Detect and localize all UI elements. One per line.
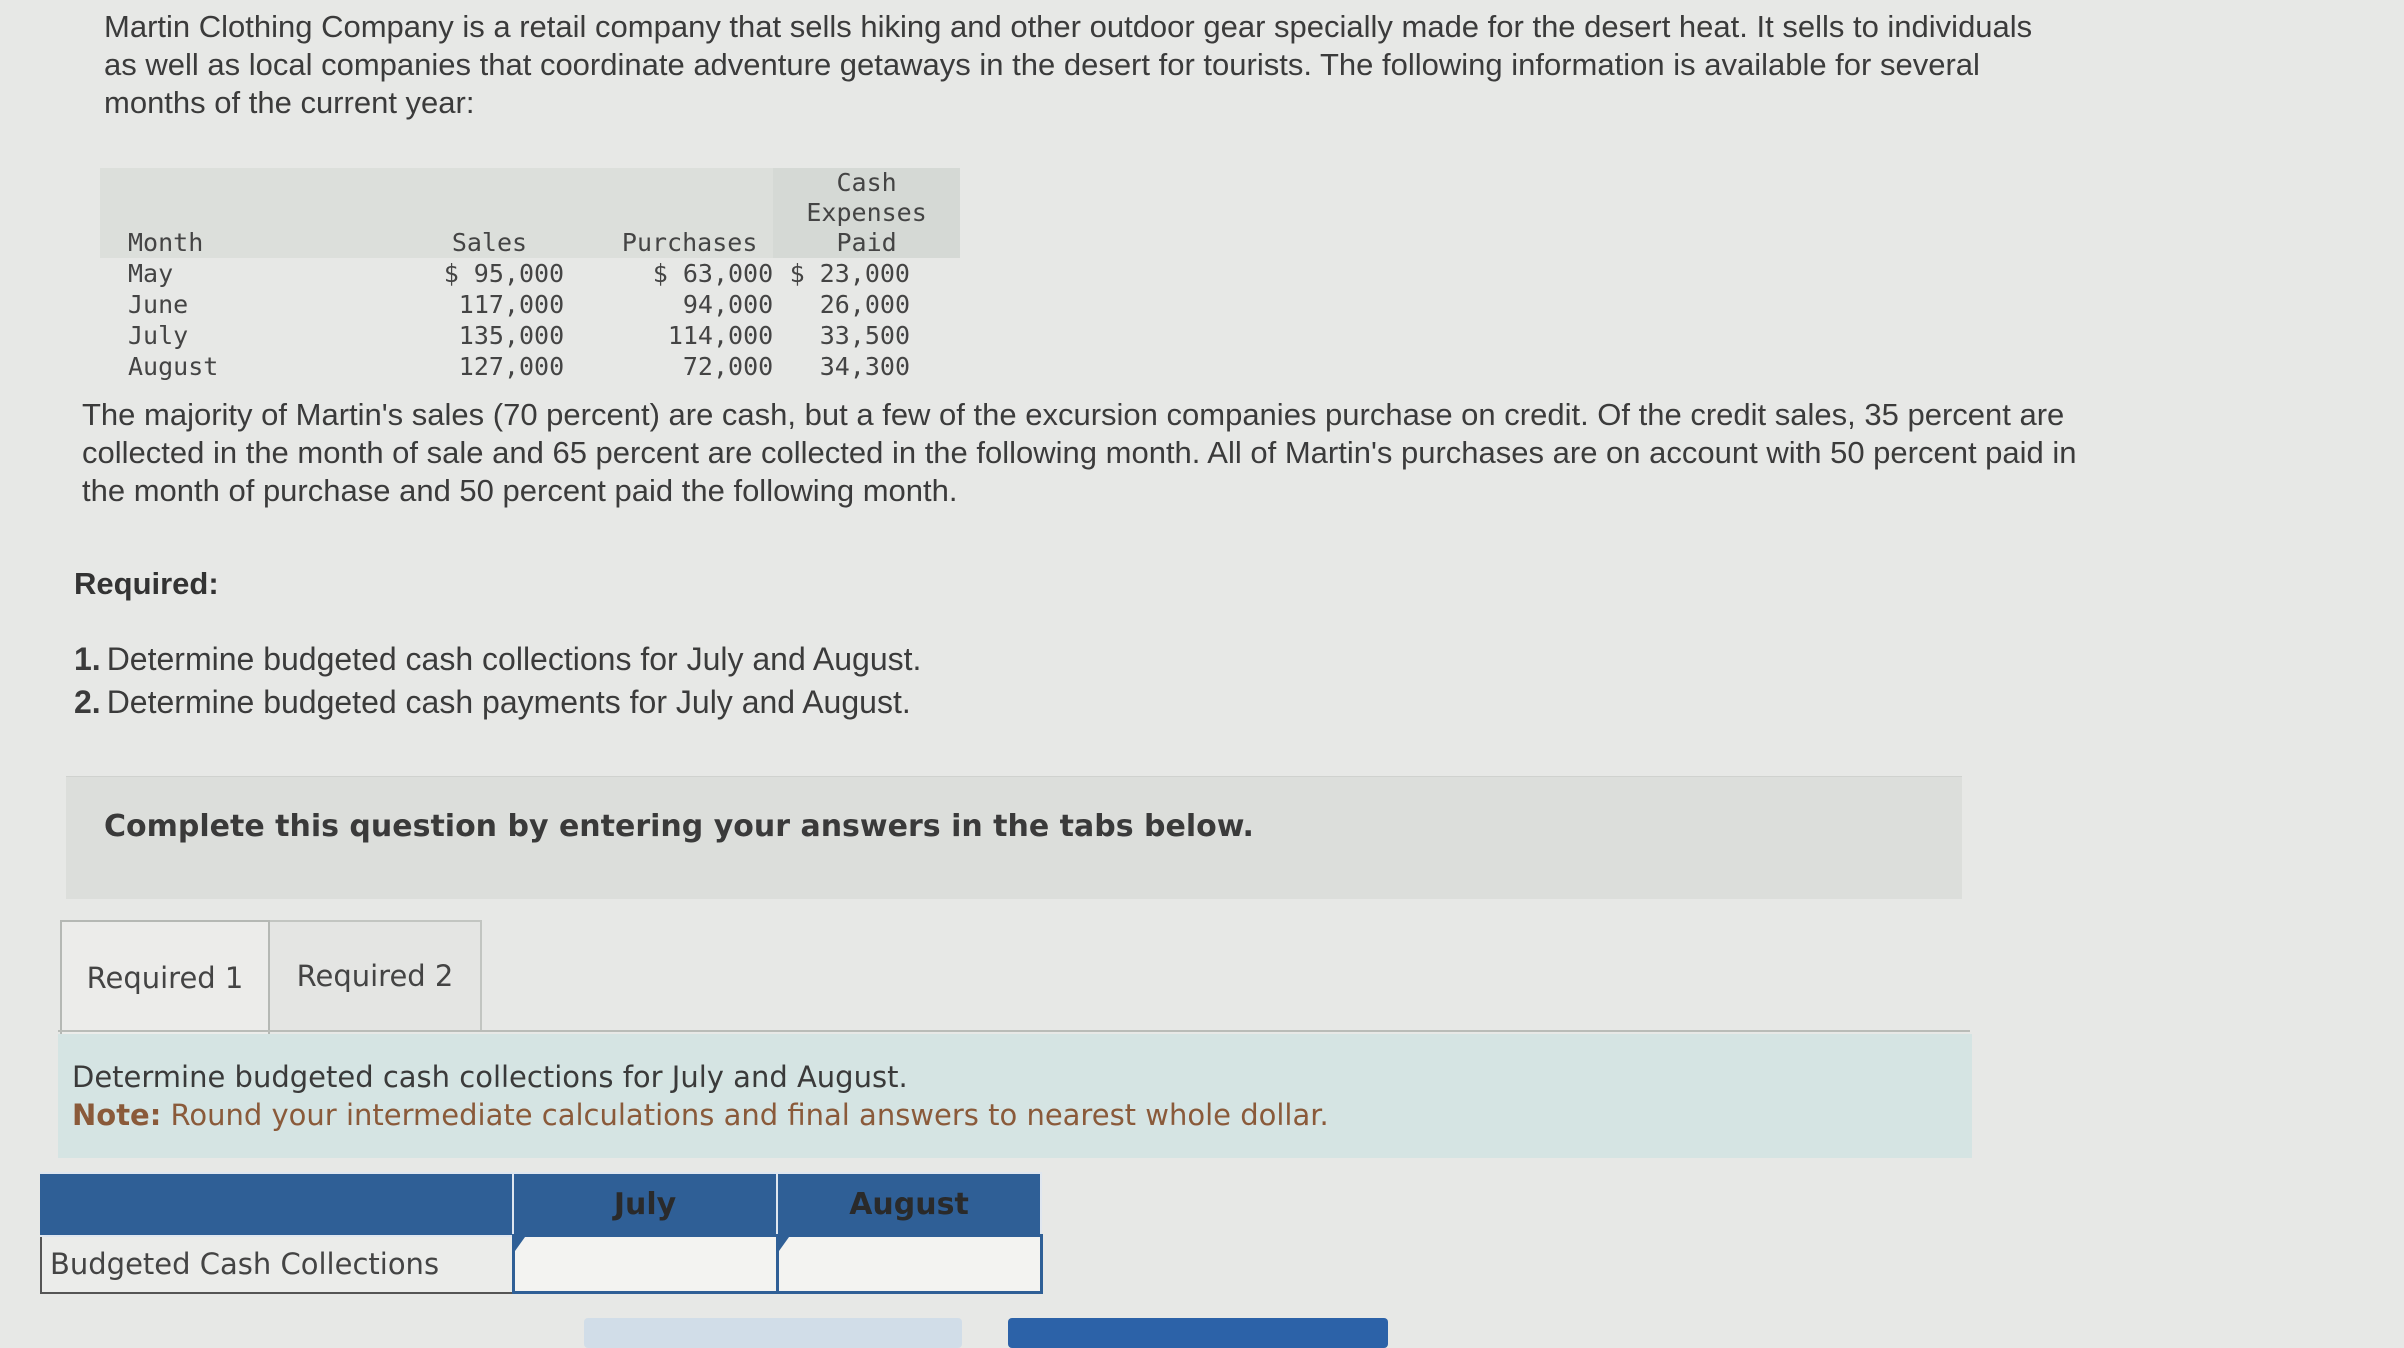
intro-text: Martin Clothing Company is a retail company that sells hiking and other outdoor gear specially made for the desert heat. It sells to individuals as well as local companies that coordinate adventure getaways in the desert for tourists. The following information is available for several months of the current year: [104, 9, 2033, 120]
col-header-purchases: Purchases [566, 168, 773, 258]
required-item-number: 2. [74, 684, 101, 720]
answer-header-blank [41, 1173, 513, 1236]
table-row [100, 289, 960, 320]
cell-sales: $ 95,000 [443, 259, 565, 288]
col-header-month: Month [100, 168, 265, 258]
cell-cash-expenses: 34,300 [819, 352, 910, 381]
required-item-text: Determine budgeted cash collections for July and August. [106, 641, 922, 677]
col-header-cash-line1: Cash Expenses [806, 168, 927, 227]
cell-purchases: 94,000 [682, 290, 774, 319]
required-heading: Required: [74, 566, 219, 601]
july-collections-cell [513, 1236, 777, 1293]
cell-month: August [128, 352, 219, 381]
table-header-row [100, 168, 960, 258]
hint-note [72, 1098, 1329, 1132]
cell-purchases: 114,000 [667, 321, 774, 350]
cell-cash-expenses: 26,000 [819, 290, 910, 319]
table-row [100, 351, 960, 382]
required-item [74, 638, 921, 681]
cell-month: June [128, 290, 189, 319]
cell-sales: 127,000 [458, 352, 565, 381]
hint-note-text: Round your intermediate calculations and final answers to nearest whole dollar. [170, 1098, 1329, 1132]
cell-purchases: $ 63,000 [652, 259, 774, 288]
july-collections-input[interactable] [515, 1237, 776, 1291]
cell-month: July [128, 321, 189, 350]
previous-button[interactable] [584, 1318, 962, 1348]
august-collections-input[interactable] [779, 1237, 1040, 1291]
tab-required-2[interactable]: Required 2 [270, 920, 482, 1030]
answer-header-row [41, 1173, 1041, 1236]
table-row [100, 258, 960, 289]
sales-terms-paragraph: The majority of Martin's sales (70 percent) are cash, but a few of the excursion companies purchase on credit. Of the credit sales, 35 percent are collected in the month of sale and 65 percent are collected in the following month. All of Martin's purchases are on account with 50 percent paid in the month of purchase and 50 percent paid the following month. [82, 397, 2077, 508]
required-item-text: Determine budgeted cash payments for July and August. [106, 684, 911, 720]
answer-header-august: August [777, 1173, 1041, 1236]
instruction-text: Complete this question by entering your answers in the tabs below. [104, 809, 1254, 844]
next-button[interactable] [1008, 1318, 1388, 1348]
cell-sales: 135,000 [458, 321, 565, 350]
table-row [100, 320, 960, 351]
hint-note-label: Note: [72, 1098, 162, 1132]
required-item-number: 1. [74, 641, 101, 677]
instruction-banner [66, 776, 1962, 899]
tab-divider [58, 1030, 1970, 1032]
question-hint-panel [58, 1034, 1972, 1158]
answer-table [40, 1172, 1043, 1294]
cell-cash-expenses: $ 23,000 [789, 259, 910, 288]
answer-row-label: Budgeted Cash Collections [41, 1236, 513, 1293]
tab-required-1[interactable]: Required 1 [60, 920, 270, 1034]
monthly-data-table [100, 168, 960, 382]
required-item [74, 681, 921, 724]
required-list [74, 638, 921, 724]
answer-header-july: July [513, 1173, 777, 1236]
hint-title: Determine budgeted cash collections for July and August. [72, 1060, 908, 1094]
august-collections-cell [777, 1236, 1041, 1293]
cell-purchases: 72,000 [682, 352, 774, 381]
cell-cash-expenses: 33,500 [819, 321, 910, 350]
col-header-cash-line2: Paid [836, 228, 897, 257]
col-header-cash-expenses [773, 168, 960, 258]
answer-row [41, 1236, 1041, 1293]
cell-month: May [128, 259, 174, 288]
col-header-sales: Sales [265, 168, 566, 258]
cell-sales: 117,000 [458, 290, 565, 319]
